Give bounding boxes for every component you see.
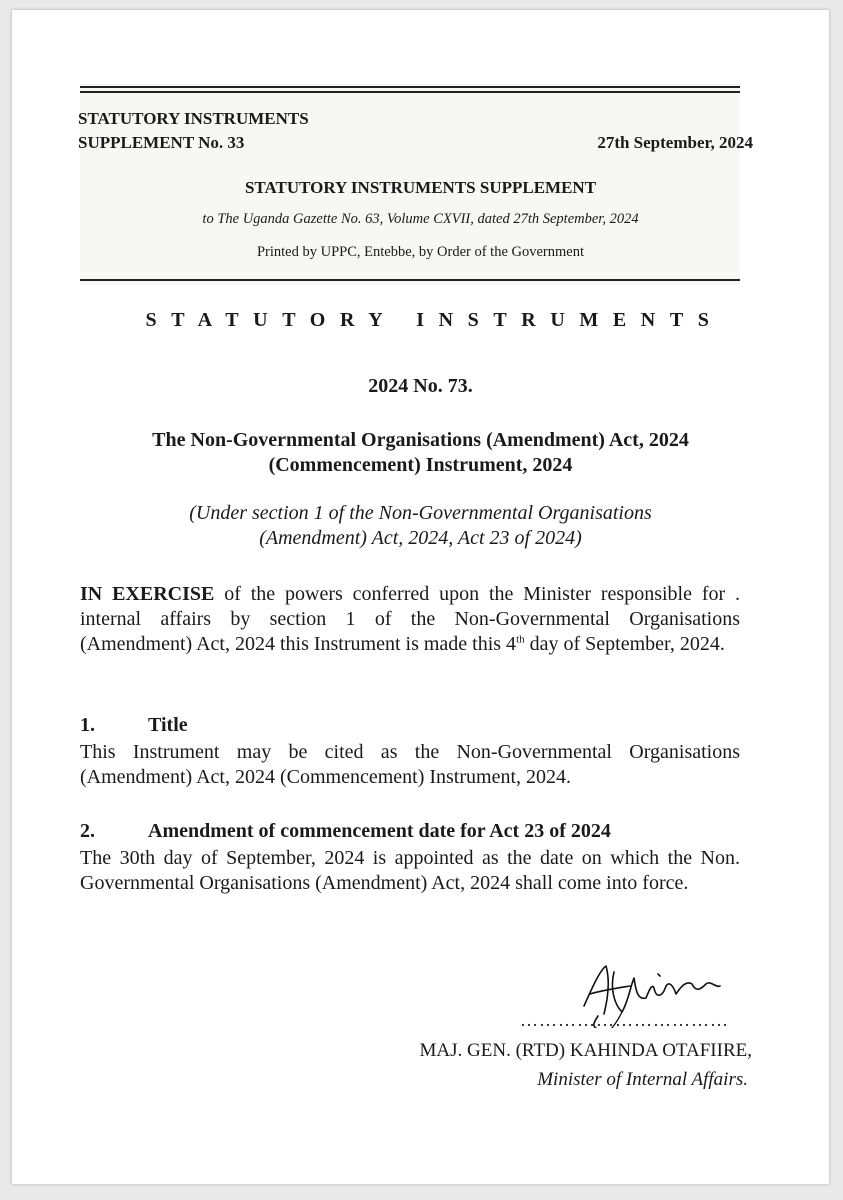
section-1-number: 1. — [80, 714, 95, 736]
preamble-text: of the powers conferred upon the Minister responsible for . internal affairs by section 1 of the Non-Governmental Organisations (Amendment) Act, 2024 this Instrument is made this 4 — [80, 583, 740, 655]
signature-line: …………………………… — [520, 1010, 729, 1030]
instrument-title-line-1: The Non-Governmental Organisations (Amendment) Act, 2024 — [152, 429, 689, 451]
section-2-heading — [80, 820, 611, 843]
series-label: STATUTORY INSTRUMENTS — [78, 109, 309, 128]
section-2-number: 2. — [80, 820, 95, 842]
preamble-tail: day of September, 2024. — [524, 633, 725, 655]
enabling-provision-line-2: (Amendment) Act, 2024, Act 23 of 2024) — [259, 527, 582, 549]
supplement-number: SUPPLEMENT No. 33 — [78, 133, 245, 152]
enabling-provision — [12, 501, 829, 551]
preamble-lead: IN EXERCISE — [80, 583, 215, 605]
header-rule-bottom — [80, 279, 740, 281]
section-1-heading — [80, 714, 188, 737]
supplement-date: 27th September, 2024 — [597, 133, 753, 152]
instrument-title — [12, 428, 829, 478]
instrument-title-line-2: (Commencement) Instrument, 2024 — [268, 454, 573, 476]
preamble-superscript: th — [516, 633, 525, 646]
enabling-provision-line-1: (Under section 1 of the Non-Governmental Organisations — [189, 502, 652, 524]
preamble-paragraph — [80, 582, 740, 657]
printer-line: Printed by UPPC, Entebbe, by Order of the Government — [256, 244, 584, 260]
header-rule-top — [80, 86, 740, 88]
gazette-reference: to The Uganda Gazette No. 63, Volume CXVII, dated 27th September, 2024 — [202, 211, 639, 227]
section-2-text: The 30th day of September, 2024 is appointed as the date on which the Non. Governmental Organisations (Amendment) Act, 2024 shall come into force. — [80, 847, 740, 894]
signatory-name: MAJ. GEN. (RTD) KAHINDA OTAFIIRE, — [419, 1040, 752, 1061]
section-2-title: Amendment of commencement date for Act 23 of 2024 — [148, 820, 611, 842]
header-rule-second — [80, 91, 740, 93]
section-1-text: This Instrument may be cited as the Non-Governmental Organisations (Amendment) Act, 2024 (Commencement) Instrument, 2024. — [80, 741, 740, 788]
section-1-title: Title — [148, 714, 188, 736]
instrument-heading: STATUTORY INSTRUMENTS — [145, 309, 724, 331]
supplement-title: STATUTORY INSTRUMENTS SUPPLEMENT — [244, 178, 597, 197]
instrument-number: 2024 No. 73. — [368, 375, 473, 397]
signatory-title: Minister of Internal Affairs. — [537, 1069, 748, 1090]
